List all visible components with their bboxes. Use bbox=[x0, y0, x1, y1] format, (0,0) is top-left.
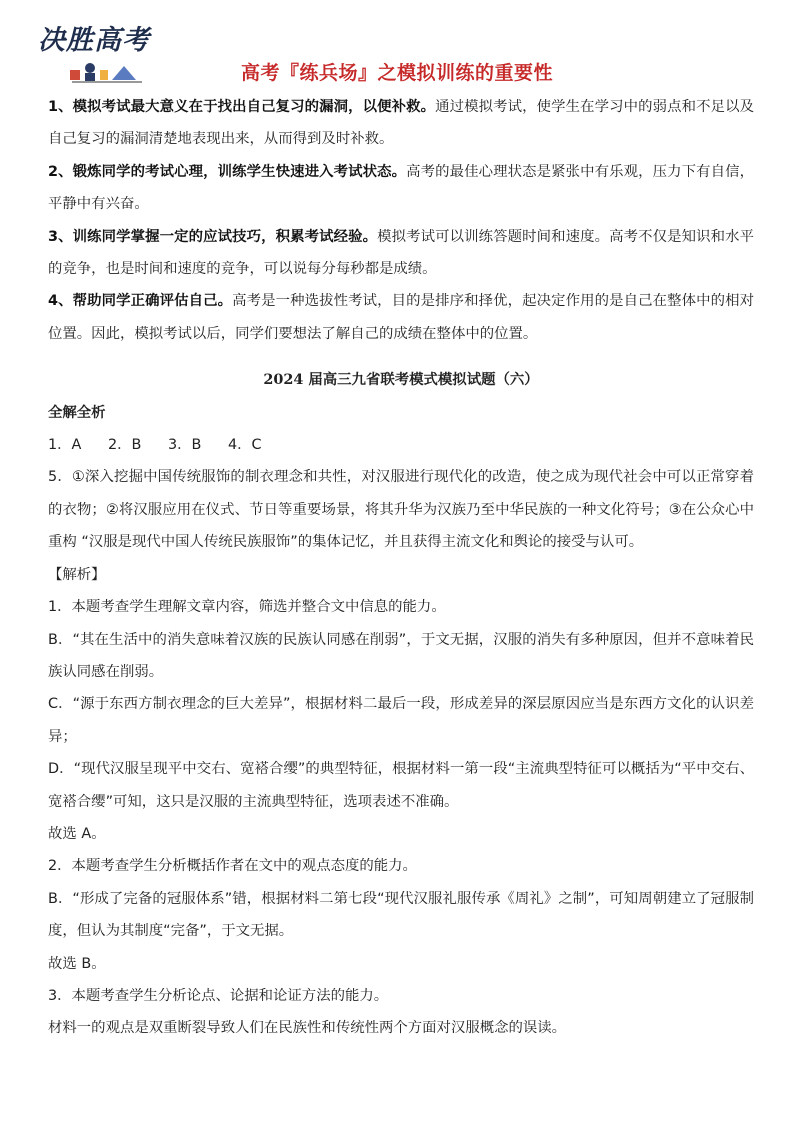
page-headline: 高考『练兵场』之模拟训练的重要性 bbox=[240, 62, 553, 84]
q5-answer: 5．①深入挖掘中国传统服饰的制衣理念和共性，对汉服进行现代化的改造，使之成为现代社会中可以正常穿着的衣物；②将汉服应用在仪式、节日等重要场景，将其升华为汉族乃至中华民族的一种文化符号；③在公众心中重构 “汉服是现代中国人传统民族服饰”的集体记忆，并且获得主流文化和舆论的接受与认可。 bbox=[48, 469, 754, 551]
answer-item: 4．C bbox=[227, 437, 262, 454]
analysis-line: 故选 B。 bbox=[48, 955, 106, 972]
analysis-line: 3．本题考查学生分析论点、论据和论证方法的能力。 bbox=[48, 987, 389, 1004]
analysis-line: 1．本题考查学生理解文章内容，筛选并整合文中信息的能力。 bbox=[48, 599, 446, 616]
analysis-line: 故选 A。 bbox=[48, 825, 106, 842]
intro-item-lead: 4、帮助同学正确评估自己。 bbox=[48, 293, 233, 310]
intro-item-lead: 1、模拟考试最大意义在于找出自己复习的漏洞，以便补救。 bbox=[48, 99, 436, 115]
analysis-line: 材料一的观点是双重断裂导致人们在民族性和传统性两个方面对汉服概念的误读。 bbox=[48, 1020, 567, 1037]
exam-title: 2024 届高三九省联考模式模拟试题（六） bbox=[263, 371, 539, 389]
document-body bbox=[48, 91, 754, 1045]
analysis-line: C．“源于东西方制衣理念的巨大差异”，根据材料二最后一段，形成差异的深层原因应当是东西方文化的认识差异； bbox=[48, 696, 754, 745]
intro-item-body: 高考是一种选拔性考试，目的是排序和择优，起决定作用的是自己在整体中的相对位置。因此，模拟考试以后，同学们要想法了解自己的成绩在整体中的位置。 bbox=[48, 293, 754, 342]
intro-item-4 bbox=[48, 285, 754, 350]
answer-key bbox=[48, 429, 754, 461]
intro-item-3 bbox=[48, 221, 754, 286]
intro-item-lead: 2、锻炼同学的考试心理，训练学生快速进入考试状态。 bbox=[48, 163, 407, 180]
answer-item: 3．B bbox=[167, 437, 202, 454]
intro-item-lead: 3、训练同学掌握一定的应试技巧，积累考试经验。 bbox=[48, 228, 378, 245]
answer-item: 1．A bbox=[48, 437, 82, 454]
intro-item-body: 模拟考试可以训练答题时间和速度。高考不仅是知识和水平的竞争，也是时间和速度的竞争，可以说每分每秒都是成绩。 bbox=[48, 228, 754, 278]
analysis-line: B．“形成了完备的冠服体系”错，根据材料二第七段“现代汉服礼服传承《周礼》之制”，可知周朝建立了冠服制度，但认为其制度“完备”，于文无据。 bbox=[48, 890, 754, 940]
section-heading: 全解全析 bbox=[48, 404, 106, 421]
intro-item-2 bbox=[48, 156, 754, 221]
analysis-line: 2．本题考查学生分析概括作者在文中的观点态度的能力。 bbox=[48, 858, 417, 875]
intro-item-body: 高考的最佳心理状态是紧张中有乐观，压力下有自信，平静中有兴奋。 bbox=[48, 163, 754, 213]
analysis-label: 【解析】 bbox=[48, 566, 106, 583]
intro-item-1 bbox=[48, 91, 754, 156]
answer-item: 2．B bbox=[107, 437, 142, 454]
logo-text: 决胜高考 bbox=[38, 25, 150, 56]
intro-item-body: 通过模拟考试，使学生在学习中的弱点和不足以及自己复习的漏洞清楚地表现出来，从而得到及时补救。 bbox=[48, 99, 754, 148]
analysis-line: D．“现代汉服呈现平中交右、宽褡合缨”的典型特征，根据材料一第一段“主流典型特征可以概括为“平中交右、宽褡合缨”可知，这只是汉服的主流典型特征，选项表述不准确。 bbox=[48, 761, 754, 810]
analysis-line: B．“其在生活中的消失意味着汉族的民族认同感在削弱”，于文无据，汉服的消失有多种原因，但并不意味着民族认同感在削弱。 bbox=[48, 631, 754, 680]
